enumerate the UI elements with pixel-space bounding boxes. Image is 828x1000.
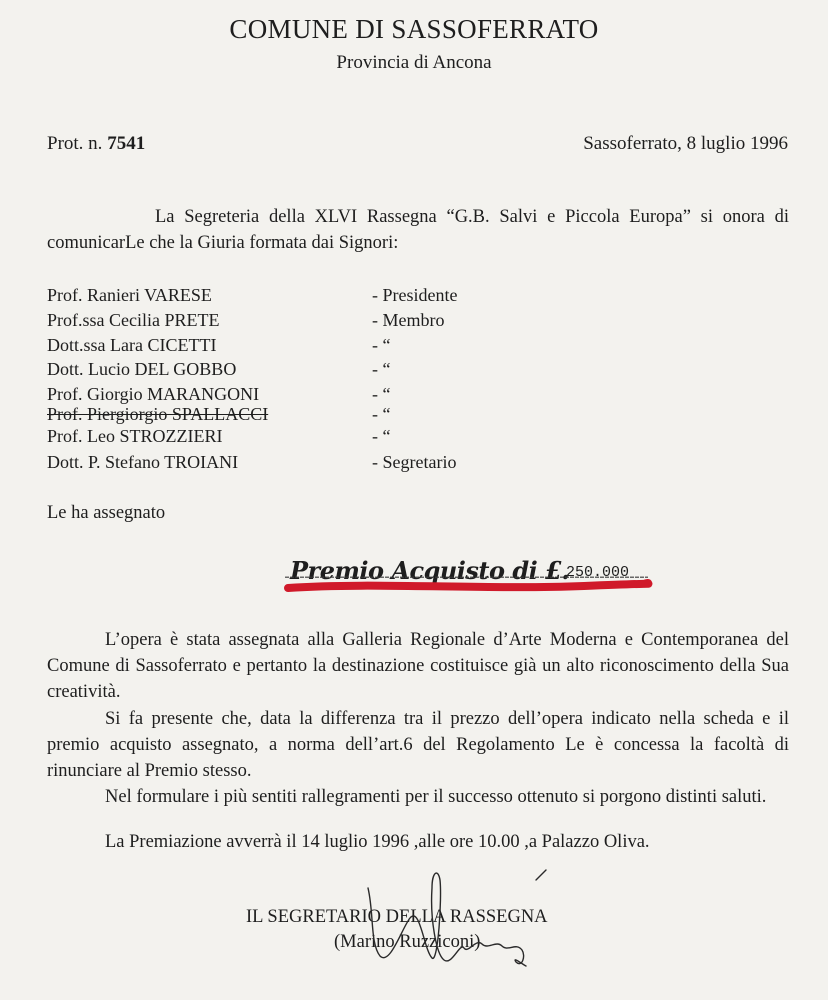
intro-paragraph: La Segreteria della XLVI Rassegna “G.B. Salvi e Piccola Europa” si onora di comunicarLe che la Giuria formata dai Signori: [47, 207, 789, 253]
jury-member-name: Prof.ssa Cecilia PRETE [47, 310, 220, 330]
jury-member-name: Prof. Ranieri VARESE [47, 285, 212, 305]
handwritten-signature [340, 858, 560, 978]
body-paragraph: Si fa presente che, data la differenza tra il prezzo dell’opera indicato nella scheda e il premio acquisto assegnato, a norma dell’art.6 del Regolamento Le è concessa la facoltà di rinunciare al Premio stesso. [47, 709, 789, 781]
jury-member-role: - “ [372, 359, 391, 379]
jury-member-role: - “ [372, 404, 391, 424]
jury-member-name: Dott. P. Stefano TROIANI [47, 452, 239, 472]
jury-member-role: - Membro [372, 310, 445, 330]
protocol-number [47, 133, 145, 155]
province-subtitle: Provincia di Ancona [336, 52, 492, 73]
body-paragraph: L’opera è stata assegnata alla Galleria Regionale d’Arte Moderna e Contemporanea del Comune di Sassoferrato e pertanto la destinazione costituisce già un alto riconoscimento della Sua creatività. [47, 630, 789, 702]
jury-member-name-struck: Prof. Piergiorgio SPALLACCI [47, 404, 269, 424]
prize-amount: 250.000 [566, 564, 630, 581]
signatory-name: (Marino Ruzziconi) [334, 932, 481, 952]
letter-date: Sassoferrato, 8 luglio 1996 [583, 133, 788, 154]
signatory-title: IL SEGRETARIO DELLA RASSEGNA [246, 907, 548, 927]
protocol-label: Prot. n. [47, 133, 103, 154]
jury-member-role: - Presidente [372, 285, 458, 305]
body-paragraph: Nel formulare i più sentiti rallegramenti per il successo ottenuto si porgono distinti saluti. [105, 787, 767, 807]
jury-member-role: - “ [372, 384, 391, 404]
jury-member-role: - “ [372, 335, 391, 355]
prize-underline [284, 576, 654, 600]
jury-member-name: Prof. Leo STROZZIERI [47, 426, 223, 446]
jury-member-name: Dott. Lucio DEL GOBBO [47, 359, 237, 379]
jury-member-name: Dott.ssa Lara CICETTI [47, 335, 217, 355]
jury-member-role: - “ [372, 426, 391, 446]
assigned-label: Le ha assegnato [47, 503, 166, 523]
prize-label: Premio Acquisto di £. [290, 556, 570, 585]
jury-member-role: - Segretario [372, 452, 457, 472]
jury-member-name: Prof. Giorgio MARANGONI [47, 384, 260, 404]
ceremony-paragraph: La Premiazione avverrà il 14 luglio 1996 ,alle ore 10.00 ,a Palazzo Oliva. [105, 832, 650, 852]
municipality-title: COMUNE DI SASSOFERRATO [229, 14, 599, 44]
protocol-value: 7541 [107, 133, 146, 154]
